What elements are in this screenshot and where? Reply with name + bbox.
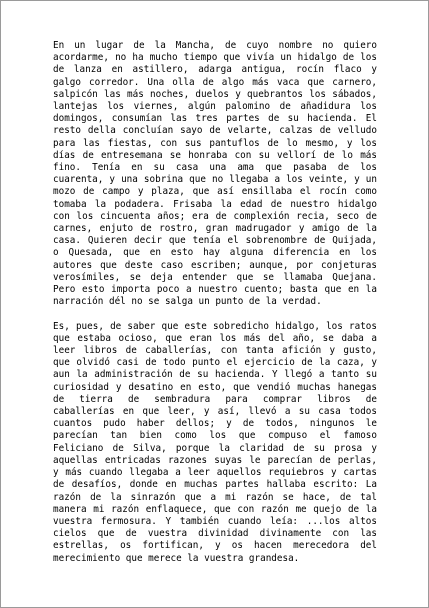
paragraph-2: Es, pues, de saber que este sobredicho hidalgo, los ratos que estaba ocioso, que eran los más del año, se daba a leer libros de caballerías, con tanta afición y gusto, que olvidó casi de todo punto el ejercicio de la caza, y aun la administración de su hacienda. Y llegó a tanto su curiosidad y desatino en esto, que vendió muchas hanegas de tierra de sembradura para comprar libros de caballerías en que leer, y así, llevó a su casa todos cuantos pudo haber dellos; y de todos, ningunos le parecían tan bien como los que compuso el famoso Feliciano de Silva, porque la claridad de su prosa y aquellas entricadas razones suyas le parecían de perlas, y más cuando llegaba a leer aquellos requiebros y cartas de desafíos, donde en muchas partes hallaba escrito: La razón de la sinrazón que a mi razón se hace, de tal manera mi razón enflaquece, que con razón me quejo de la vuestra fermosura. Y también cuando leía: ...los altos cielos que de vuestra divinidad divinamente con las estrellas, os fortifican, y os hacen merecedora del merecimiento que merece la vuestra grandesa.	[53, 320, 377, 564]
document-body	[53, 40, 377, 565]
paragraph-1: En un lugar de la Mancha, de cuyo nombre no quiero acordarme, no ha mucho tiempo que vivía un hidalgo de los de lanza en astillero, adarga antigua, rocín flaco y galgo corredor. Una olla de algo más vaca que carnero, salpicón las más noches, duelos y quebrantos los sábados, lantejas los viernes, algún palomino de añadidura los domingos, consumían las tres partes de su hacienda. El resto della concluían sayo de velarte, calzas de velludo para las fiestas, con sus pantuflos de lo mesmo, y los días de entresemana se honraba con su vellorí de lo más fino. Tenía en su casa una ama que pasaba de los cuarenta, y una sobrina que no llegaba a los veinte, y un mozo de campo y plaza, que así ensillaba el rocín como tomaba la podadera. Frisaba la edad de nuestro hidalgo con los cincuenta años; era de complexión recia, seco de carnes, enjuto de rostro, gran madrugador y amigo de la casa. Quieren decir que tenía el sobrenombre de Quijada, o Quesada, que en esto hay alguna diferencia en los autores que deste caso escriben; aunque, por conjeturas verosímiles, se deja entender que se llamaba Quejana. Pero esto importa poco a nuestro cuento; basta que en la narración dél no se salga un punto de la verdad.	[53, 40, 377, 308]
